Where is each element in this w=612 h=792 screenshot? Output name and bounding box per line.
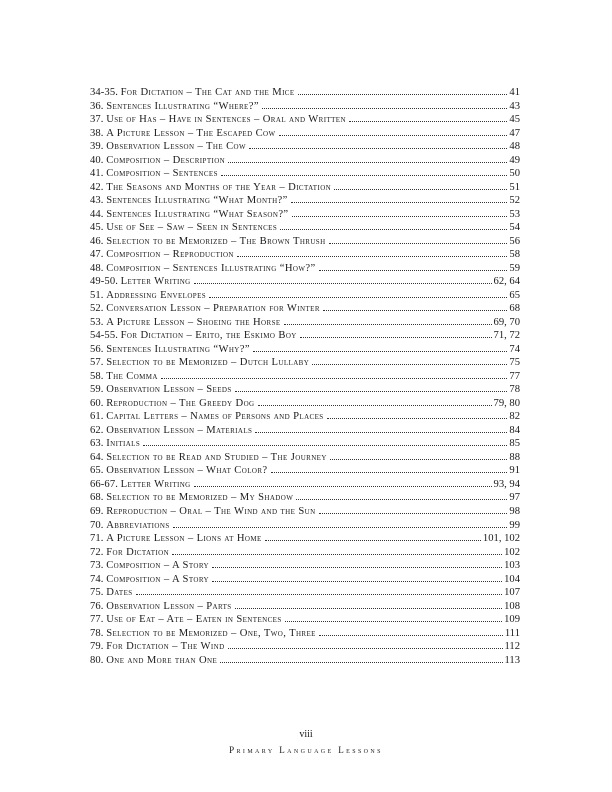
toc-entry bbox=[90, 181, 520, 195]
toc-entry-page: 102 bbox=[504, 546, 520, 558]
toc-entry bbox=[90, 600, 520, 614]
toc-entry bbox=[90, 478, 520, 492]
toc-entry-page: 111 bbox=[504, 627, 520, 639]
toc-entry bbox=[90, 154, 520, 168]
toc-entry-number: 49-50. bbox=[90, 276, 118, 288]
dot-leader bbox=[280, 229, 507, 230]
toc-entry-page: 107 bbox=[504, 587, 520, 599]
toc-entry-number: 65. bbox=[90, 465, 104, 477]
toc-entry-page: 101, 102 bbox=[482, 533, 520, 545]
dot-leader bbox=[334, 189, 507, 190]
toc-entry bbox=[90, 302, 520, 316]
toc-entry-page: 59 bbox=[509, 262, 520, 274]
dot-leader bbox=[262, 108, 507, 109]
dot-leader bbox=[220, 662, 502, 663]
toc-entry-page: 98 bbox=[509, 505, 520, 517]
toc-entry-title: One and More than One bbox=[106, 654, 218, 666]
toc-entry bbox=[90, 397, 520, 411]
toc-entry-number: 48. bbox=[90, 262, 104, 274]
toc-entry-page: 65 bbox=[509, 289, 520, 301]
toc-entry bbox=[90, 640, 520, 654]
toc-entry-number: 52. bbox=[90, 303, 104, 315]
toc-entry-title: Observation Lesson – Materials bbox=[106, 424, 253, 436]
toc-entry bbox=[90, 451, 520, 465]
dot-leader bbox=[319, 635, 503, 636]
dot-leader bbox=[319, 270, 508, 271]
toc-entry bbox=[90, 235, 520, 249]
toc-entry-page: 43 bbox=[509, 100, 520, 112]
toc-entry-page: 53 bbox=[509, 208, 520, 220]
toc-entry-page: 56 bbox=[509, 235, 520, 247]
toc-entry-number: 68. bbox=[90, 492, 104, 504]
toc-entry-number: 54-55. bbox=[90, 330, 118, 342]
toc-entry-title: Selection to be Read and Studied – The Journey bbox=[106, 451, 327, 463]
toc-entry bbox=[90, 505, 520, 519]
toc-entry-title: Abbreviations bbox=[106, 519, 170, 531]
toc-entry-title: Selection to be Memorized – One, Two, Three bbox=[106, 627, 316, 639]
toc-entry-number: 74. bbox=[90, 573, 104, 585]
toc-entry-title: Use of See – Saw – Seen in Sentences bbox=[106, 222, 278, 234]
toc-entry-title: Composition – Sentences Illustrating “How?” bbox=[106, 262, 316, 274]
toc-entry-number: 44. bbox=[90, 208, 104, 220]
dot-leader bbox=[253, 351, 507, 352]
toc-entry-page: 62, 64 bbox=[493, 276, 520, 288]
toc-entry-page: 91 bbox=[509, 465, 520, 477]
toc-entry-title: Composition – Description bbox=[106, 154, 226, 166]
toc-entry-page: 78 bbox=[509, 384, 520, 396]
dot-leader bbox=[312, 364, 507, 365]
toc-entry-number: 73. bbox=[90, 560, 104, 572]
toc-entry-number: 56. bbox=[90, 343, 104, 355]
dot-leader bbox=[349, 121, 507, 122]
toc-entry bbox=[90, 140, 520, 154]
toc-entry bbox=[90, 464, 520, 478]
toc-entry bbox=[90, 113, 520, 127]
dot-leader bbox=[291, 202, 508, 203]
toc-entry-number: 60. bbox=[90, 397, 104, 409]
toc-entry-number: 71. bbox=[90, 533, 104, 545]
dot-leader bbox=[279, 135, 508, 136]
toc-entry bbox=[90, 613, 520, 627]
toc-entry bbox=[90, 127, 520, 141]
toc-entry-number: 57. bbox=[90, 357, 104, 369]
toc-entry-number: 37. bbox=[90, 114, 104, 126]
toc-entry bbox=[90, 86, 520, 100]
toc-entry bbox=[90, 573, 520, 587]
dot-leader bbox=[212, 567, 502, 568]
toc-entry-page: 99 bbox=[509, 519, 520, 531]
toc-entry-page: 108 bbox=[504, 600, 520, 612]
toc-entry-title: Selection to be Memorized – The Brown Thrush bbox=[106, 235, 326, 247]
dot-leader bbox=[228, 648, 503, 649]
toc-entry-number: 72. bbox=[90, 546, 104, 558]
dot-leader bbox=[271, 472, 508, 473]
dot-leader bbox=[194, 486, 492, 487]
toc-entry-page: 48 bbox=[509, 141, 520, 153]
dot-leader bbox=[329, 243, 508, 244]
dot-leader bbox=[143, 445, 507, 446]
toc-entry bbox=[90, 424, 520, 438]
toc-entry-page: 85 bbox=[509, 438, 520, 450]
toc-entry-number: 39. bbox=[90, 141, 104, 153]
toc-entry-title: Observation Lesson – The Cow bbox=[106, 141, 247, 153]
toc-entry-title: Composition – A Story bbox=[106, 573, 209, 585]
toc-entry-page: 79, 80 bbox=[493, 397, 520, 409]
toc-entry-page: 82 bbox=[509, 411, 520, 423]
dot-leader bbox=[296, 499, 507, 500]
dot-leader bbox=[319, 513, 508, 514]
toc-entry-page: 88 bbox=[509, 451, 520, 463]
toc-entry bbox=[90, 289, 520, 303]
toc-entry-title: Composition – A Story bbox=[106, 560, 209, 572]
dot-leader bbox=[221, 175, 508, 176]
dot-leader bbox=[323, 310, 508, 311]
toc-entry-title: Selection to be Memorized – Dutch Lullaby bbox=[106, 357, 310, 369]
toc-entry bbox=[90, 410, 520, 424]
toc-entry bbox=[90, 654, 520, 668]
toc-entry-number: 70. bbox=[90, 519, 104, 531]
toc-entry-number: 75. bbox=[90, 587, 104, 599]
toc-entry bbox=[90, 491, 520, 505]
toc-entry bbox=[90, 221, 520, 235]
toc-entry-number: 40. bbox=[90, 154, 104, 166]
toc-entry bbox=[90, 343, 520, 357]
toc-entry-number: 78. bbox=[90, 627, 104, 639]
toc-entry-number: 51. bbox=[90, 289, 104, 301]
toc-entry-title: Sentences Illustrating “What Season?” bbox=[106, 208, 289, 220]
toc-entry-number: 79. bbox=[90, 641, 104, 653]
toc-entry-number: 43. bbox=[90, 195, 104, 207]
toc-entry-page: 49 bbox=[509, 154, 520, 166]
toc-entry-title: Letter Writing bbox=[120, 276, 191, 288]
toc-entry bbox=[90, 194, 520, 208]
toc-entry-number: 42. bbox=[90, 181, 104, 193]
dot-leader bbox=[136, 594, 503, 595]
toc-entry-title: Observation Lesson – What Color? bbox=[106, 465, 268, 477]
dot-leader bbox=[209, 297, 507, 298]
toc-entry-title: Initials bbox=[106, 438, 141, 450]
toc-entry-number: 58. bbox=[90, 370, 104, 382]
toc-entry-number: 62. bbox=[90, 424, 104, 436]
toc-entry-title: Composition – Sentences bbox=[106, 168, 218, 180]
toc-entry-title: A Picture Lesson – The Escaped Cow bbox=[106, 127, 276, 139]
toc-entry-number: 77. bbox=[90, 614, 104, 626]
toc-entry-title: Reproduction – The Greedy Dog bbox=[106, 397, 255, 409]
dot-leader bbox=[300, 337, 492, 338]
dot-leader bbox=[285, 621, 503, 622]
dot-leader bbox=[327, 418, 508, 419]
toc-entry bbox=[90, 519, 520, 533]
dot-leader bbox=[161, 378, 508, 379]
toc-entry-title: Reproduction – Oral – The Wind and the Sun bbox=[106, 505, 316, 517]
toc-entry-page: 45 bbox=[509, 114, 520, 126]
toc-entry bbox=[90, 370, 520, 384]
toc-entry-number: 45. bbox=[90, 222, 104, 234]
dot-leader bbox=[298, 94, 508, 95]
toc-entry-page: 77 bbox=[509, 370, 520, 382]
toc-entry-number: 34-35. bbox=[90, 87, 118, 98]
toc-entry-page: 68 bbox=[509, 303, 520, 315]
toc-entry bbox=[90, 329, 520, 343]
toc-entry-title: Letter Writing bbox=[120, 478, 191, 490]
toc-entry-page: 103 bbox=[504, 560, 520, 572]
toc-entry-title: Addressing Envelopes bbox=[106, 289, 207, 301]
toc-entry-number: 64. bbox=[90, 451, 104, 463]
toc-entry-page: 75 bbox=[509, 357, 520, 369]
toc-entry bbox=[90, 546, 520, 560]
toc-entry-page: 54 bbox=[509, 222, 520, 234]
dot-leader bbox=[173, 527, 508, 528]
toc-entry-page: 51 bbox=[509, 181, 520, 193]
toc-entry-page: 71, 72 bbox=[493, 330, 520, 342]
dot-leader bbox=[292, 216, 508, 217]
toc-entry-number: 76. bbox=[90, 600, 104, 612]
toc-entry-title: Sentences Illustrating “Where?” bbox=[106, 100, 259, 112]
toc-entry bbox=[90, 627, 520, 641]
toc-entry-page: 113 bbox=[504, 654, 520, 666]
toc-entry-page: 47 bbox=[509, 127, 520, 139]
dot-leader bbox=[265, 540, 481, 541]
toc-entry bbox=[90, 167, 520, 181]
toc-entry-number: 41. bbox=[90, 168, 104, 180]
toc-entry-title: Use of Has – Have in Sentences – Oral and Written bbox=[106, 114, 346, 126]
toc-entry-page: 97 bbox=[509, 492, 520, 504]
toc-entry-title: A Picture Lesson – Shoeing the Horse bbox=[106, 316, 281, 328]
toc-entry-page: 41 bbox=[509, 87, 520, 98]
dot-leader bbox=[235, 391, 508, 392]
dot-leader bbox=[235, 608, 503, 609]
toc-entry-number: 46. bbox=[90, 235, 104, 247]
toc-entry-title: Selection to be Memorized – My Shadow bbox=[106, 492, 294, 504]
toc-entry-page: 50 bbox=[509, 168, 520, 180]
toc-entry bbox=[90, 586, 520, 600]
toc-entry-title: For Dictation – Erito, the Eskimo Boy bbox=[120, 330, 297, 342]
toc-entry-page: 93, 94 bbox=[493, 478, 520, 490]
dot-leader bbox=[284, 324, 492, 325]
toc-entry bbox=[90, 559, 520, 573]
toc-entry-page: 104 bbox=[504, 573, 520, 585]
toc-entry-title: A Picture Lesson – Lions at Home bbox=[106, 533, 262, 545]
toc-entry-title: The Comma bbox=[106, 370, 158, 382]
toc-entry bbox=[90, 437, 520, 451]
toc-entry-title: Observation Lesson – Parts bbox=[106, 600, 232, 612]
toc-entry bbox=[90, 532, 520, 546]
toc-entry-title: Conversation Lesson – Preparation for Winter bbox=[106, 303, 320, 315]
toc-entry-number: 69. bbox=[90, 505, 104, 517]
toc-entry bbox=[90, 208, 520, 222]
toc-entry-number: 63. bbox=[90, 438, 104, 450]
toc-entry bbox=[90, 248, 520, 262]
toc-entry bbox=[90, 275, 520, 289]
toc-entry bbox=[90, 316, 520, 330]
dot-leader bbox=[258, 405, 492, 406]
toc-entry-title: The Seasons and Months of the Year – Dictation bbox=[106, 181, 332, 193]
dot-leader bbox=[212, 581, 502, 582]
dot-leader bbox=[330, 459, 508, 460]
toc-entry-title: Capital Letters – Names of Persons and Places bbox=[106, 411, 324, 423]
toc-entry-page: 58 bbox=[509, 249, 520, 261]
toc-entry-title: Use of Eat – Ate – Eaten in Sentences bbox=[106, 614, 282, 626]
running-title: Primary Language Lessons bbox=[229, 745, 383, 755]
toc-entry-number: 80. bbox=[90, 654, 104, 666]
toc-entry-title: Sentences Illustrating “What Month?” bbox=[106, 195, 288, 207]
toc-entry-number: 66-67. bbox=[90, 478, 118, 490]
toc-entry bbox=[90, 383, 520, 397]
toc-entry-number: 61. bbox=[90, 411, 104, 423]
dot-leader bbox=[172, 554, 502, 555]
toc-entry bbox=[90, 262, 520, 276]
dot-leader bbox=[194, 283, 492, 284]
toc-entry-title: For Dictation bbox=[106, 546, 170, 558]
page-number: viii bbox=[299, 729, 313, 740]
toc-entry-page: 74 bbox=[509, 343, 520, 355]
table-of-contents bbox=[90, 86, 520, 667]
toc-entry-number: 38. bbox=[90, 127, 104, 139]
toc-entry-page: 84 bbox=[509, 424, 520, 436]
dot-leader bbox=[228, 162, 507, 163]
toc-entry-number: 53. bbox=[90, 316, 104, 328]
toc-entry-page: 112 bbox=[504, 641, 520, 653]
toc-entry bbox=[90, 100, 520, 114]
toc-entry-number: 47. bbox=[90, 249, 104, 261]
toc-entry-page: 69, 70 bbox=[493, 316, 520, 328]
toc-entry-number: 36. bbox=[90, 100, 104, 112]
toc-entry-number: 59. bbox=[90, 384, 104, 396]
toc-entry-title: Dates bbox=[106, 587, 133, 599]
toc-entry bbox=[90, 356, 520, 370]
toc-entry-title: Sentences Illustrating “Why?” bbox=[106, 343, 250, 355]
dot-leader bbox=[237, 256, 508, 257]
toc-entry-page: 109 bbox=[504, 614, 520, 626]
toc-entry-title: Composition – Reproduction bbox=[106, 249, 234, 261]
dot-leader bbox=[249, 148, 507, 149]
toc-entry-page: 52 bbox=[509, 195, 520, 207]
toc-entry-title: Observation Lesson – Seeds bbox=[106, 384, 232, 396]
toc-entry-title: For Dictation – The Wind bbox=[106, 641, 225, 653]
dot-leader bbox=[255, 432, 507, 433]
toc-entry-title: For Dictation – The Cat and the Mice bbox=[120, 87, 295, 98]
